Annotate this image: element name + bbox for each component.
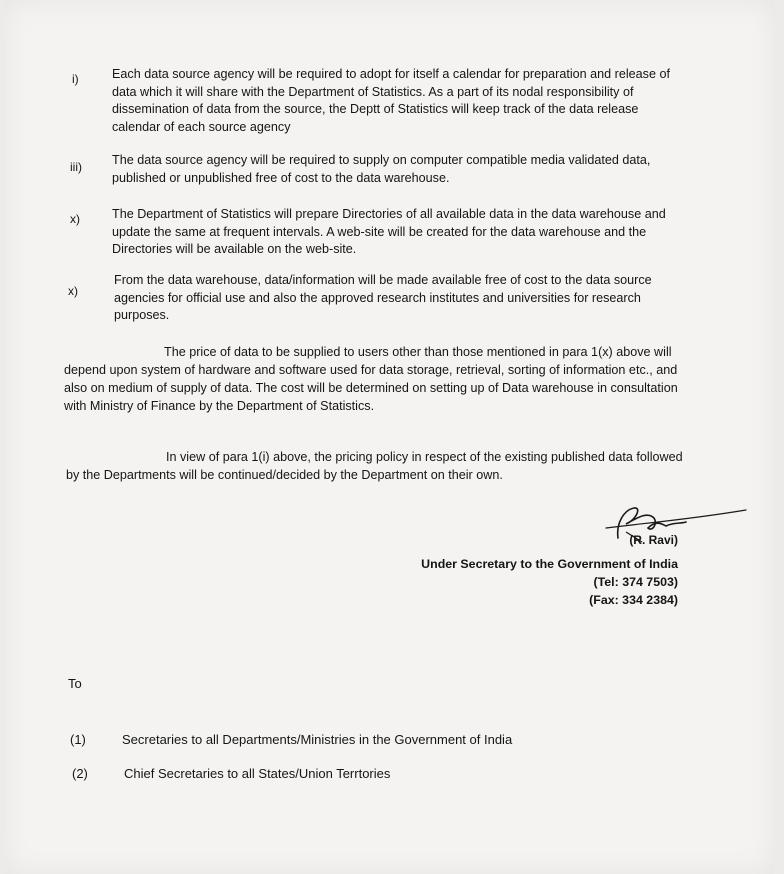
signature-block bbox=[421, 555, 678, 609]
item-text: The Department of Statistics will prepare Directories of all available data in the data warehouse and update the same at frequent intervals. A web-site will be created for the data warehouse and the Directories will be available on the web-site. bbox=[112, 207, 666, 256]
paragraph-2 bbox=[64, 343, 690, 415]
recipient-number: (2) bbox=[72, 766, 88, 781]
signatory-tel: (Tel: 374 7503) bbox=[593, 575, 678, 589]
item-text: The data source agency will be required to supply on computer compatible media validated data, published or unpublished free of cost to the data warehouse. bbox=[112, 153, 651, 185]
item-number: x) bbox=[68, 284, 78, 298]
paragraph-text: The price of data to be supplied to users other than those mentioned in para 1(x) above will depend upon system of hardware and software used for data storage, retrieval, sorting of information etc., and also on medium of supply of data. The cost will be determined on setting up of Data warehouse in consultation with Ministry of Finance by the Department of Statistics. bbox=[64, 345, 678, 413]
recipient-number: (1) bbox=[70, 732, 86, 747]
recipient-text: Chief Secretaries to all States/Union Terrtories bbox=[124, 766, 391, 781]
item-text: Each data source agency will be required to adopt for itself a calendar for preparation and release of data which it will share with the Department of Statistics. As a part of its nodal responsibility of dissemination of data from the source, the Deptt of Statistics will keep track of the data release calendar of each source agency bbox=[112, 67, 670, 134]
item-number: iii) bbox=[70, 160, 82, 174]
signatory-fax: (Fax: 334 2384) bbox=[589, 593, 678, 607]
signatory-designation: Under Secretary to the Government of India bbox=[421, 557, 678, 571]
signatory-name: (R. Ravi) bbox=[629, 533, 678, 547]
item-number: x) bbox=[70, 212, 80, 226]
item-text: From the data warehouse, data/information will be made available free of cost to the data source agencies for official use and also the approved research institutes and universities for research purposes. bbox=[114, 273, 652, 322]
item-number: i) bbox=[72, 72, 79, 86]
recipient-text: Secretaries to all Departments/Ministries in the Government of India bbox=[122, 732, 513, 747]
document-page bbox=[4, 0, 774, 874]
to-label: To bbox=[68, 676, 82, 691]
paragraph-3 bbox=[66, 448, 690, 484]
paragraph-text: In view of para 1(i) above, the pricing policy in respect of the existing published data followed by the Departments will be continued/decided by the Department on their own. bbox=[66, 450, 683, 482]
